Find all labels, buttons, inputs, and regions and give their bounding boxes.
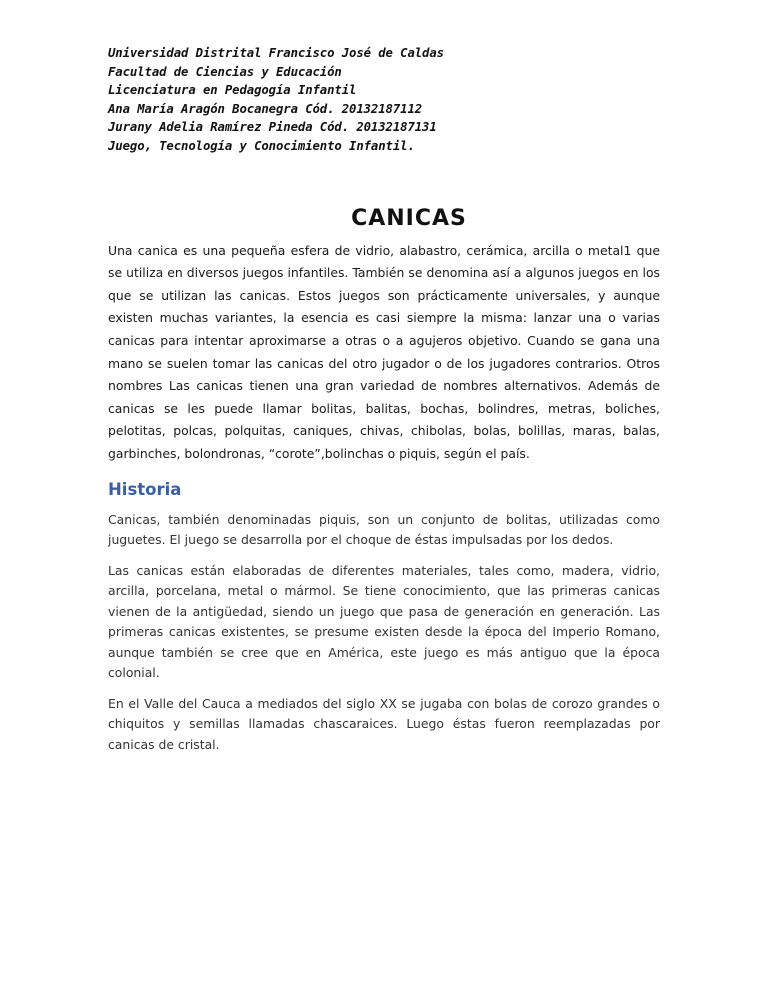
document-title: CANICAS (351, 205, 467, 231)
history-paragraph-3: En el Valle del Cauca a mediados del siglo XX se jugaba con bolas de corozo grandes o chiquitos y semillas llamadas chascaraices. Luego éstas fueron reemplazadas por canicas de cristal. (108, 695, 660, 752)
section-heading-historia: Historia (108, 479, 182, 499)
history-paragraph-1: Canicas, también denominadas piquis, son un conjunto de bolitas, utilizadas como juguetes. El juego se desarrolla por el choque de éstas impulsadas por los dedos. (108, 511, 660, 547)
header-program: Licenciatura en Pedagogía Infantil (108, 83, 357, 98)
header-author-2: Jurany Adelia Ramírez Pineda Cód. 20132187131 (108, 120, 437, 135)
document-page (108, 44, 660, 755)
header-university: Universidad Distrital Francisco José de Caldas (108, 46, 444, 60)
intro-paragraph: Una canica es una pequeña esfera de vidrio, alabastro, cerámica, arcilla o metal1 que se utiliza en diversos juegos infantiles. También se denomina así a algunos juegos en los que se utilizan las canicas. Estos juegos son prácticamente universales, y aunque existen muchas variantes, la esencia es casi siempre la misma: lanzar una o varias canicas para intentar aproximarse a otras o a agujeros objetivo. Cuando se gana una mano se suelen tomar las canicas del otro jugador o de los jugadores contrarios. Otros nombres Las canicas tienen una gran variedad de nombres alternativos. Además de canicas se les puede llamar bolitas, balitas, bochas, bolindres, metras, boliches, pelotitas, polcas, polquitas, caniques, chivas, chibolas, bolas, bolillas, maras, balas, garbinches, bolondronas, “corote”,bolinchas o piquis, según el país. (108, 242, 660, 461)
header-course: Juego, Tecnología y Conocimiento Infantil. (108, 138, 415, 153)
document-header (108, 44, 660, 156)
header-faculty: Facultad de Ciencias y Educación (108, 64, 342, 79)
header-author-1: Ana María Aragón Bocanegra Cód. 20132187112 (108, 101, 423, 116)
history-paragraph-2: Las canicas están elaboradas de diferentes materiales, tales como, madera, vidrio, arcilla, porcelana, metal o mármol. Se tiene conocimiento, que las primeras canicas vienen de la antigüedad, siendo un juego que pasa de generación en generación. Las primeras canicas existentes, se presume existen desde la época del Imperio Romano, aunque también se cree que en América, este juego es más antiguo que la época colonial. (108, 562, 660, 680)
